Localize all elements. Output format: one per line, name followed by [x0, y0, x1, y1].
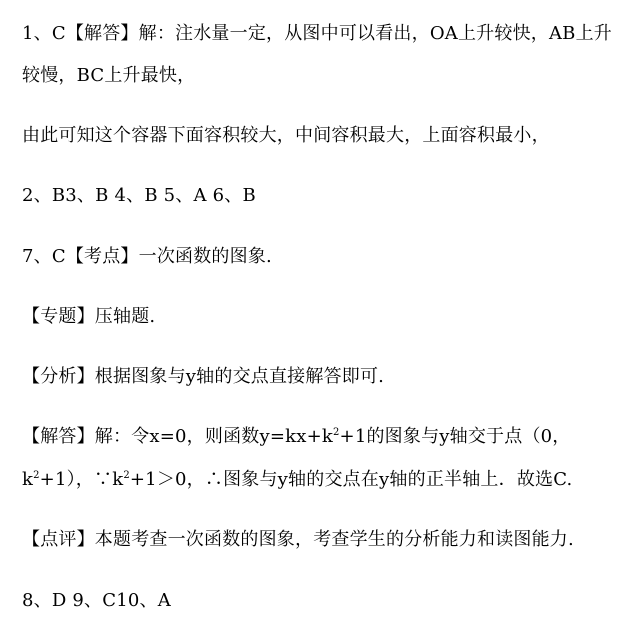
answers-8-to-10: 8、D 9、C10、A [22, 590, 171, 611]
answer-7-category: 【专题】压轴题. [22, 306, 156, 327]
solution-2-after: +1＞0，∴图象与y轴的交点在y轴的正半轴上．故选C. [129, 469, 573, 490]
answer-7-topic: 7、C【考点】一次函数的图象. [22, 246, 272, 267]
solution-1-before: 【解答】解：令x=0，则函数y=kx+k [22, 426, 333, 447]
solution-2-mid: +1），∵k [39, 469, 124, 490]
solution-2-superscript-1: 2 [33, 470, 40, 481]
answer-7-solution-line-2 [22, 468, 572, 492]
answer-1-conclusion: 由此可知这个容器下面容积较大，中间容积最大，上面容积最小， [22, 125, 550, 146]
answer-1-line-2: 较慢，BC上升最快， [22, 65, 196, 86]
solution-1-superscript: 2 [332, 427, 340, 438]
answer-7-analysis: 【分析】根据图象与y轴的交点直接解答即可. [22, 366, 385, 387]
solution-2-superscript-2: 2 [123, 470, 130, 481]
solution-1-after: +1的图象与y轴交于点（0， [339, 426, 571, 447]
answer-1-line-1: 1、C【解答】解：注水量一定，从图中可以看出，OA上升较快，AB上升 [22, 23, 613, 44]
answers-2-to-6: 2、B3、B 4、B 5、A 6、B [22, 185, 256, 206]
answer-7-solution-line-1 [22, 425, 571, 449]
solution-2-before: k [22, 469, 34, 490]
answer-7-review: 【点评】本题考查一次函数的图象，考查学生的分析能力和读图能力. [22, 529, 574, 550]
